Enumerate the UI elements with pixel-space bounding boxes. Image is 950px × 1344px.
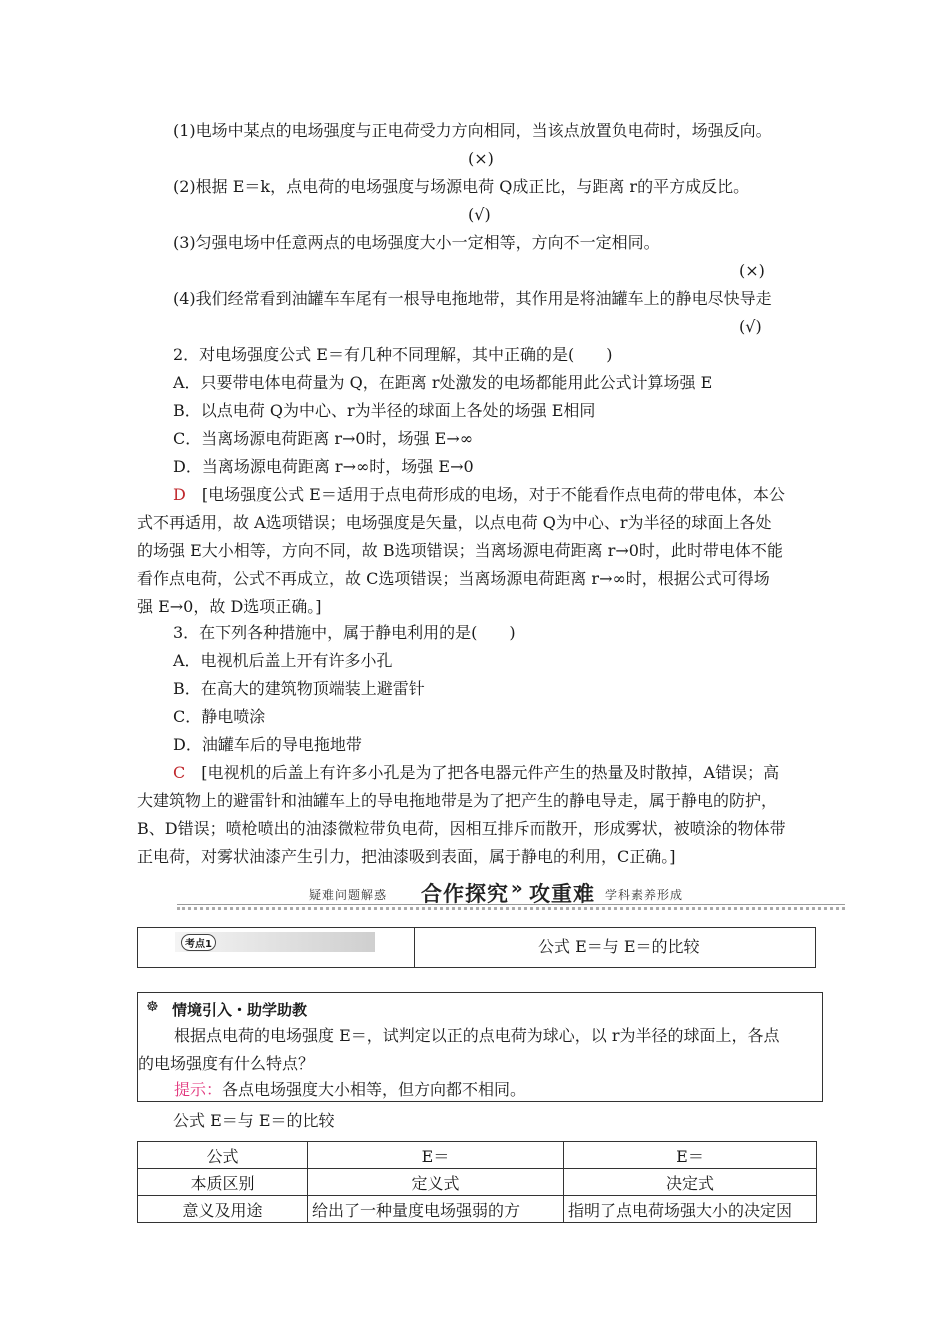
- q2-explanation-line-2: 式不再适用，故 A选项错误；电场强度是矢量，以点电荷 Q为中心、r为半径的球面上各处: [137, 513, 772, 532]
- section-banner: [137, 878, 845, 908]
- q3-answer: C: [173, 763, 186, 782]
- scenario-text-2: 的电场强度有什么特点？: [138, 1054, 315, 1073]
- table-cell: 本质区别: [138, 1169, 308, 1196]
- judgment-4-mark: (√): [739, 317, 762, 336]
- q2-explanation-line-1: D [电场强度公式 E＝适用于点电荷形成的电场，对于不能看作点电荷的带电体，本公: [173, 485, 785, 504]
- table-cell: 指明了点电荷场强大小的决定因: [564, 1196, 817, 1223]
- q2-explanation-line-3: 的场强 E大小相等，方向不同，故 B选项错误；当离场源电荷距离 r→0时，此时带电体不能: [137, 541, 783, 560]
- q3-option-a: A．电视机后盖上开有许多小孔: [173, 651, 393, 670]
- banner-right-text: 学科素养形成: [605, 888, 684, 902]
- table-row: [138, 1169, 817, 1196]
- q2-stem: 2．对电场强度公式 E＝有几种不同理解，其中正确的是( ): [173, 345, 613, 364]
- table-row: [138, 1196, 817, 1223]
- topic-tag: [175, 932, 375, 952]
- table-cell: E＝: [308, 1142, 564, 1169]
- q2-explanation-line-4: 看作点电荷，公式不再成立，故 C选项错误；当离场源电荷距离 r→∞时，根据公式可得场: [137, 569, 770, 588]
- table-row: [138, 1142, 817, 1169]
- banner-title: 合作探究: [421, 882, 509, 906]
- scenario-icon: ☸: [146, 999, 159, 1015]
- q3-stem: 3．在下列各种措施中，属于静电利用的是( ): [173, 623, 516, 642]
- topic-tag-label: 考点1: [181, 934, 216, 951]
- q2-option-a: A．只要带电体电荷量为 Q，在距离 r处激发的电场都能用此公式计算场强 E: [173, 373, 713, 392]
- topic-title: 公式 E＝与 E＝的比较: [538, 937, 700, 956]
- banner-arrow-icon: »: [511, 878, 524, 899]
- topic-box: [137, 927, 816, 968]
- table-cell: 定义式: [308, 1169, 564, 1196]
- q3-explanation-line-4: 正电荷，对雾状油漆产生引力，把油漆吸到表面，属于静电的利用，C正确。]: [137, 847, 676, 866]
- judgment-3-mark: (×): [739, 261, 765, 280]
- comparison-table: [137, 1141, 817, 1223]
- q3-option-b: B．在高大的建筑物顶端装上避雷针: [173, 679, 425, 698]
- banner-title-2: 攻重难: [529, 882, 595, 906]
- scenario-hint: 提示：各点电场强度大小相等，但方向都不相同。: [174, 1080, 527, 1099]
- judgment-3: (3)匀强电场中任意两点的电场强度大小一定相等，方向不一定相同。: [173, 233, 660, 252]
- table-cell: 给出了一种量度电场强弱的方: [308, 1196, 564, 1223]
- table-cell: 意义及用途: [138, 1196, 308, 1223]
- q3-option-c: C．静电喷涂: [173, 707, 266, 726]
- judgment-2-mark: (√): [468, 205, 491, 224]
- judgment-4: (4)我们经常看到油罐车车尾有一根导电拖地带，其作用是将油罐车上的静电尽快导走: [173, 289, 772, 308]
- q2-explanation-line-5: 强 E→0，故 D选项正确。]: [137, 597, 322, 616]
- q2-option-c: C．当离场源电荷距离 r→0时，场强 E→∞: [173, 429, 474, 448]
- table-cell: E＝: [564, 1142, 817, 1169]
- scenario-box: [137, 992, 823, 1102]
- scenario-header: 情境引入・助学助教: [172, 1001, 308, 1019]
- judgment-2: (2)根据 E＝k，点电荷的电场强度与场源电荷 Q成正比，与距离 r的平方成反比。: [173, 177, 750, 196]
- judgment-1: (1)电场中某点的电场强度与正电荷受力方向相同，当该点放置负电荷时，场强反向。: [173, 121, 772, 140]
- table-cell: 决定式: [564, 1169, 817, 1196]
- q2-option-b: B．以点电荷 Q为中心、r为半径的球面上各处的场强 E相同: [173, 401, 596, 420]
- q3-explanation-line-3: B、D错误；喷枪喷出的油漆微粒带负电荷，因相互排斥而散开，形成雾状，被喷涂的物体带: [137, 819, 786, 838]
- scenario-text-1: 根据点电荷的电场强度 E＝，试判定以正的点电荷为球心，以 r为半径的球面上，各点: [174, 1026, 780, 1045]
- q3-option-d: D．油罐车后的导电拖地带: [173, 735, 362, 754]
- banner-left-text: 疑难问题解惑: [309, 888, 388, 902]
- table-cell: 公式: [138, 1142, 308, 1169]
- q3-explanation-line-1: C [电视机的后盖上有许多小孔是为了把各电器元件产生的热量及时散掉，A错误；高: [173, 763, 780, 782]
- compare-caption: 公式 E＝与 E＝的比较: [173, 1111, 335, 1130]
- judgment-1-mark: (×): [468, 149, 494, 168]
- q2-answer: D: [173, 485, 186, 504]
- q2-option-d: D．当离场源电荷距离 r→∞时，场强 E→0: [173, 457, 474, 476]
- q3-explanation-line-2: 大建筑物上的避雷针和油罐车上的导电拖地带是为了把产生的静电导走，属于静电的防护，: [137, 791, 778, 810]
- hint-label: 提示：: [174, 1080, 223, 1099]
